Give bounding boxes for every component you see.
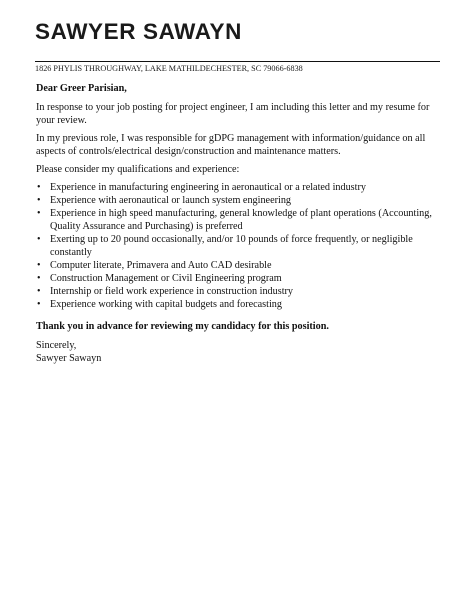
bullet-icon: • [37, 195, 41, 206]
qualification-item [36, 233, 440, 259]
sender-address: 1826 PHYLIS THROUGHWAY, LAKE MATHILDECHESTER, SC 79066-6838 [35, 64, 303, 73]
letter-body [36, 82, 440, 365]
qualification-item [36, 285, 440, 298]
closing-statement: Thank you in advance for reviewing my candidacy for this position. [36, 321, 329, 332]
qualification-text: Internship or field work experience in construction industry [50, 286, 294, 297]
qualification-text: Exerting up to 20 pound occasionally, and/or 10 pounds of force frequently, or negligible constantly [50, 234, 413, 258]
header-divider [35, 61, 440, 62]
salutation: Dear Greer Parisian, [36, 83, 127, 94]
bullet-icon: • [37, 260, 41, 271]
qualification-item [36, 194, 440, 207]
qualification-text: Experience in high speed manufacturing, general knowledge of plant operations (Accounting, Quality Assurance and Purchasing) is preferred [50, 208, 432, 232]
bullet-icon: • [37, 299, 41, 310]
qualification-item [36, 181, 440, 194]
bullet-icon: • [37, 234, 41, 245]
sender-name: SAWYER SAWAYN [35, 19, 243, 44]
qualification-item [36, 272, 440, 285]
qualification-text: Experience with aeronautical or launch system engineering [50, 195, 292, 206]
qualification-text: Computer literate, Primavera and Auto CAD desirable [50, 260, 272, 271]
qualification-text: Construction Management or Civil Engineering program [50, 273, 282, 284]
qualification-text: Experience working with capital budgets and forecasting [50, 299, 282, 310]
signature-name: Sawyer Sawayn [36, 353, 102, 364]
qualification-text: Experience in manufacturing engineering in aeronautical or a related industry [50, 182, 366, 193]
letter-header [35, 20, 440, 74]
signoff: Sincerely, [36, 340, 77, 351]
qualification-item [36, 259, 440, 272]
bullet-icon: • [37, 182, 41, 193]
qualification-item [36, 207, 440, 233]
previous-role-paragraph: In my previous role, I was responsible for gDPG management with information/guidance on all aspects of controls/electrical design/construction and maintenance matters. [36, 133, 426, 157]
bullet-icon: • [37, 273, 41, 284]
bullet-icon: • [37, 286, 41, 297]
qualifications-intro: Please consider my qualifications and experience: [36, 164, 240, 175]
intro-paragraph: In response to your job posting for project engineer, I am including this letter and my resume for your review. [36, 102, 430, 126]
bullet-icon: • [37, 208, 41, 219]
qualification-item [36, 298, 440, 311]
qualifications-list [36, 181, 440, 311]
